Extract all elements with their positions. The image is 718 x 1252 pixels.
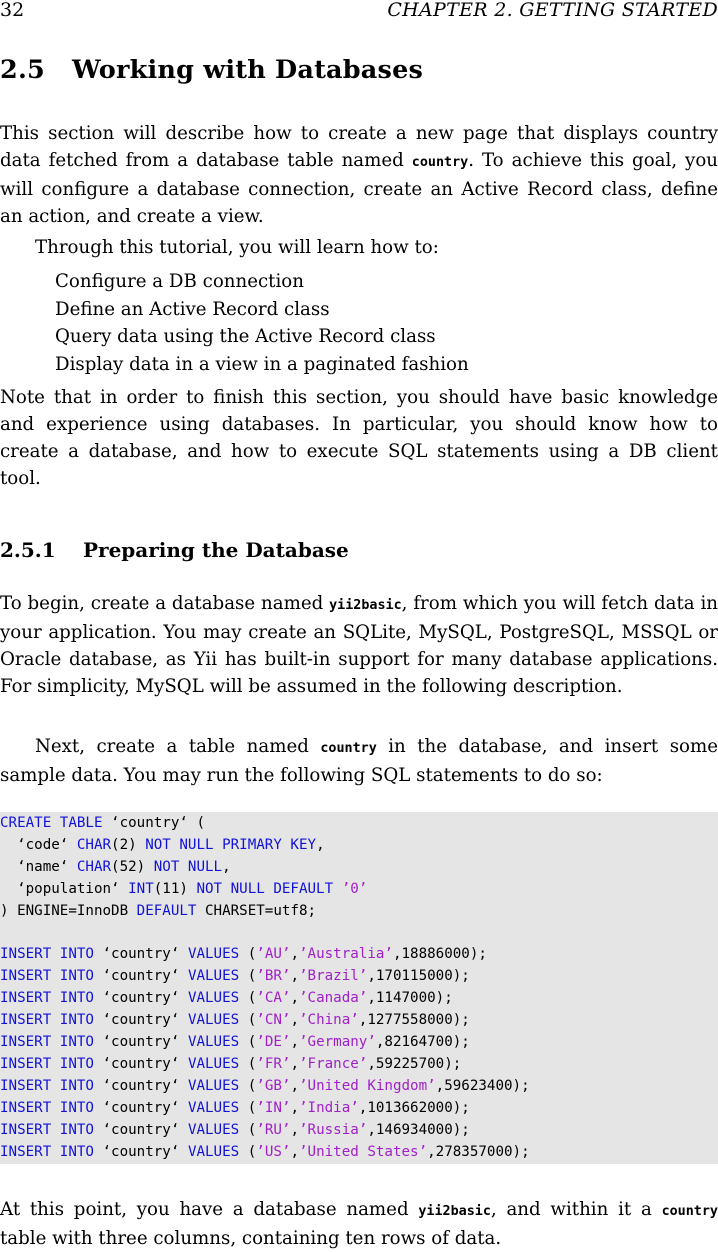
closing-text-mid: , and within it a	[490, 1199, 662, 1220]
sql-string: ’Brazil’	[299, 968, 368, 985]
sql-keyword: INSERT INTO	[0, 1034, 94, 1050]
sql-string: ’United States’	[299, 1143, 428, 1160]
sql-text: ‘country‘	[93, 990, 188, 1007]
list-item: Define an Active Record class	[55, 298, 330, 320]
code-line	[0, 1009, 470, 1031]
sql-keyword: VALUES	[187, 1143, 240, 1160]
subsection-title	[0, 536, 349, 564]
sql-text: ,59623400);	[435, 1077, 530, 1094]
inline-code-country-3: country	[661, 1204, 718, 1219]
code-line	[0, 965, 470, 987]
list-item: Display data in a view in a paginated fashion	[55, 353, 469, 375]
sql-string: ’AU’	[256, 946, 291, 963]
sql-text: ,	[290, 1121, 299, 1138]
sql-keyword: VALUES	[187, 1121, 240, 1138]
section-title	[0, 54, 423, 86]
closing-paragraph	[0, 1196, 718, 1252]
next-text-cont: in the database, and insert some sample data. You may run the following SQL statements to do so:	[0, 736, 718, 786]
sql-text: ,	[316, 836, 325, 853]
sql-text: ,	[290, 990, 299, 1007]
sql-text: ,170115000);	[367, 968, 470, 985]
sql-string: ’Germany’	[299, 1034, 376, 1050]
sql-string: ’CA’	[256, 990, 291, 1007]
inline-code-country: country	[411, 155, 469, 170]
sql-string: ’US’	[256, 1143, 291, 1160]
sql-keyword: CREATE TABLE	[0, 815, 103, 831]
section-number: 2.5	[0, 55, 45, 85]
intro-text: This section will describe how to create a new page that displays country data fetched from a database table named	[0, 123, 718, 171]
note-paragraph: Note that in order to finish this section, you should have basic knowledge and experience using databases. In particular, you should know how to create a database, and how to execute SQL statements using a DB client tool.	[0, 387, 718, 489]
sql-keyword: VALUES	[187, 1012, 240, 1029]
sql-string: ’Australia’	[299, 946, 393, 963]
sql-text: ,59225700);	[367, 1055, 462, 1072]
sql-keyword: VALUES	[187, 1099, 240, 1116]
next-text: Next, create a table named	[35, 736, 321, 757]
sql-text: ,1147000);	[367, 990, 453, 1007]
sql-text: (52)	[111, 858, 154, 875]
sql-text: ,1013662000);	[358, 1099, 470, 1116]
sql-text: ‘name‘	[0, 858, 77, 875]
learning-list	[55, 268, 469, 378]
code-line	[0, 1053, 461, 1075]
next-paragraph	[0, 733, 718, 789]
sql-keyword: NOT NULL DEFAULT	[196, 880, 334, 897]
begin-text-cont: , from which you will fetch data in your application. You may create an SQLite, MySQL, PostgreSQL, MSSQL or Oracle database, as Yii has built-in support for many database applications. For simplicity, MySQL will be assumed in the following description.	[0, 593, 718, 697]
sql-keyword: INSERT INTO	[0, 1077, 94, 1094]
sql-keyword: VALUES	[187, 1077, 240, 1094]
sql-text: ‘country‘	[93, 1034, 188, 1050]
sql-text: ‘country‘	[93, 1143, 188, 1160]
sql-text: ,278357000);	[427, 1143, 530, 1160]
sql-string: ’China’	[299, 1012, 359, 1029]
sql-text: (2)	[111, 836, 146, 853]
begin-text: To begin, create a database named	[0, 593, 330, 614]
code-line	[0, 987, 453, 1009]
sql-text: ‘country‘	[93, 1012, 188, 1029]
sql-text: ‘country‘	[93, 946, 188, 963]
sql-keyword: VALUES	[187, 968, 240, 985]
sql-string: ’Canada’	[299, 990, 368, 1007]
sql-text: ‘country‘	[93, 1055, 188, 1072]
sql-string: ’Russia’	[299, 1121, 368, 1138]
sql-keyword: NOT NULL	[153, 858, 223, 875]
sql-string: ’FR’	[256, 1055, 291, 1072]
sql-keyword: INSERT INTO	[0, 968, 94, 985]
sql-text: (	[239, 1143, 257, 1160]
intro-paragraph	[0, 120, 718, 230]
sql-text: ,	[290, 1143, 299, 1160]
sql-keyword: INSERT INTO	[0, 1121, 94, 1138]
sql-text: ,1277558000);	[358, 1012, 470, 1029]
sql-keyword: INSERT INTO	[0, 1012, 94, 1029]
sql-keyword: VALUES	[187, 1055, 240, 1072]
sql-text: (11)	[153, 880, 197, 897]
sql-text: ,	[290, 968, 299, 985]
sql-text: ‘country‘	[93, 1077, 188, 1094]
sql-string: ’CN’	[256, 1012, 291, 1029]
code-line	[0, 1119, 470, 1141]
sql-text: ,18886000);	[392, 946, 487, 963]
running-head	[0, 0, 718, 22]
chapter-header: CHAPTER 2. GETTING STARTED	[387, 0, 718, 21]
sql-keyword: VALUES	[187, 1034, 240, 1050]
sql-string: ’RU’	[256, 1121, 291, 1138]
sql-text: (	[239, 1099, 257, 1116]
sql-keyword: INSERT INTO	[0, 1099, 94, 1116]
sql-text: ‘country‘	[93, 1099, 188, 1116]
tutorial-intro: Through this tutorial, you will learn how to:	[35, 237, 439, 258]
sql-keyword: INSERT INTO	[0, 990, 94, 1007]
code-line	[0, 1097, 470, 1119]
sql-keyword: VALUES	[187, 990, 240, 1007]
sql-keyword: DEFAULT	[136, 902, 197, 919]
sql-text: (	[239, 1034, 257, 1050]
closing-text: At this point, you have a database named	[0, 1199, 419, 1220]
sql-text: ,146934000);	[367, 1121, 470, 1138]
sql-text: ,82164700);	[375, 1034, 470, 1050]
code-line	[0, 1075, 530, 1097]
sql-string: ’France’	[299, 1055, 368, 1072]
sql-text: ,	[222, 858, 231, 875]
sql-text: ,	[290, 946, 299, 963]
subsection-title-text: Preparing the Database	[83, 538, 349, 562]
code-line	[0, 1141, 530, 1163]
sql-text: ‘country‘	[93, 1121, 188, 1138]
sql-text: (	[239, 1121, 257, 1138]
sql-text: (	[239, 968, 257, 985]
code-line	[0, 856, 231, 878]
sql-text: (	[239, 946, 257, 963]
code-line	[0, 834, 325, 856]
code-line	[0, 878, 367, 900]
sql-string: ’GB’	[256, 1077, 291, 1094]
sql-text: ‘code‘	[0, 836, 77, 853]
sql-string: ’India’	[299, 1099, 359, 1116]
sql-text: ,	[290, 1077, 299, 1094]
sql-keyword: NOT NULL PRIMARY KEY	[145, 836, 317, 853]
sql-text: ) ENGINE=InnoDB	[0, 902, 137, 919]
code-line	[0, 943, 487, 965]
sql-keyword: INSERT INTO	[0, 1143, 94, 1160]
sql-keyword: INT	[128, 880, 154, 897]
sql-text: (	[239, 1012, 257, 1029]
section-title-text: Working with Databases	[72, 55, 424, 85]
sql-keyword: VALUES	[187, 946, 240, 963]
sql-string: ’United Kingdom’	[299, 1077, 436, 1094]
begin-paragraph	[0, 590, 718, 700]
sql-string: ’BR’	[256, 968, 291, 985]
inline-code-yii2basic: yii2basic	[329, 598, 402, 613]
code-line	[0, 900, 316, 922]
sql-text: ,	[290, 1012, 299, 1029]
sql-text: (	[239, 1077, 257, 1094]
sql-text: ,	[290, 1034, 299, 1050]
sql-text: (	[239, 1055, 257, 1072]
sql-text: (	[239, 990, 257, 1007]
sql-string: ’DE’	[256, 1034, 291, 1050]
sql-text: ,	[290, 1099, 299, 1116]
intro-text-cont: . To achieve this goal, you will configure a database connection, create an Active Record class, define an action, and create a view.	[0, 150, 718, 227]
list-item: Configure a DB connection	[55, 271, 304, 292]
closing-text-end: table with three columns, containing ten rows of data.	[0, 1228, 502, 1249]
code-line	[0, 812, 205, 834]
sql-string: ’IN’	[256, 1099, 291, 1116]
inline-code-country-2: country	[320, 741, 377, 756]
sql-text: ‘country‘ (	[102, 815, 205, 831]
sql-code-block	[0, 812, 718, 1164]
sql-keyword: CHAR	[76, 836, 112, 853]
sql-text: CHARSET=utf8;	[196, 902, 317, 919]
subsection-number: 2.5.1	[0, 538, 56, 562]
page-number: 32	[0, 0, 25, 21]
sql-text: ,	[290, 1055, 299, 1072]
code-line	[0, 1031, 470, 1053]
sql-text: ‘population‘	[0, 880, 129, 897]
inline-code-yii2basic-2: yii2basic	[418, 1204, 491, 1219]
sql-keyword: INSERT INTO	[0, 946, 94, 963]
list-item: Query data using the Active Record class	[55, 326, 436, 347]
sql-string: ’0’	[341, 880, 368, 897]
sql-keyword: INSERT INTO	[0, 1055, 94, 1072]
sql-keyword: CHAR	[76, 858, 112, 875]
sql-text: ‘country‘	[93, 968, 188, 985]
sql-text	[333, 881, 342, 897]
